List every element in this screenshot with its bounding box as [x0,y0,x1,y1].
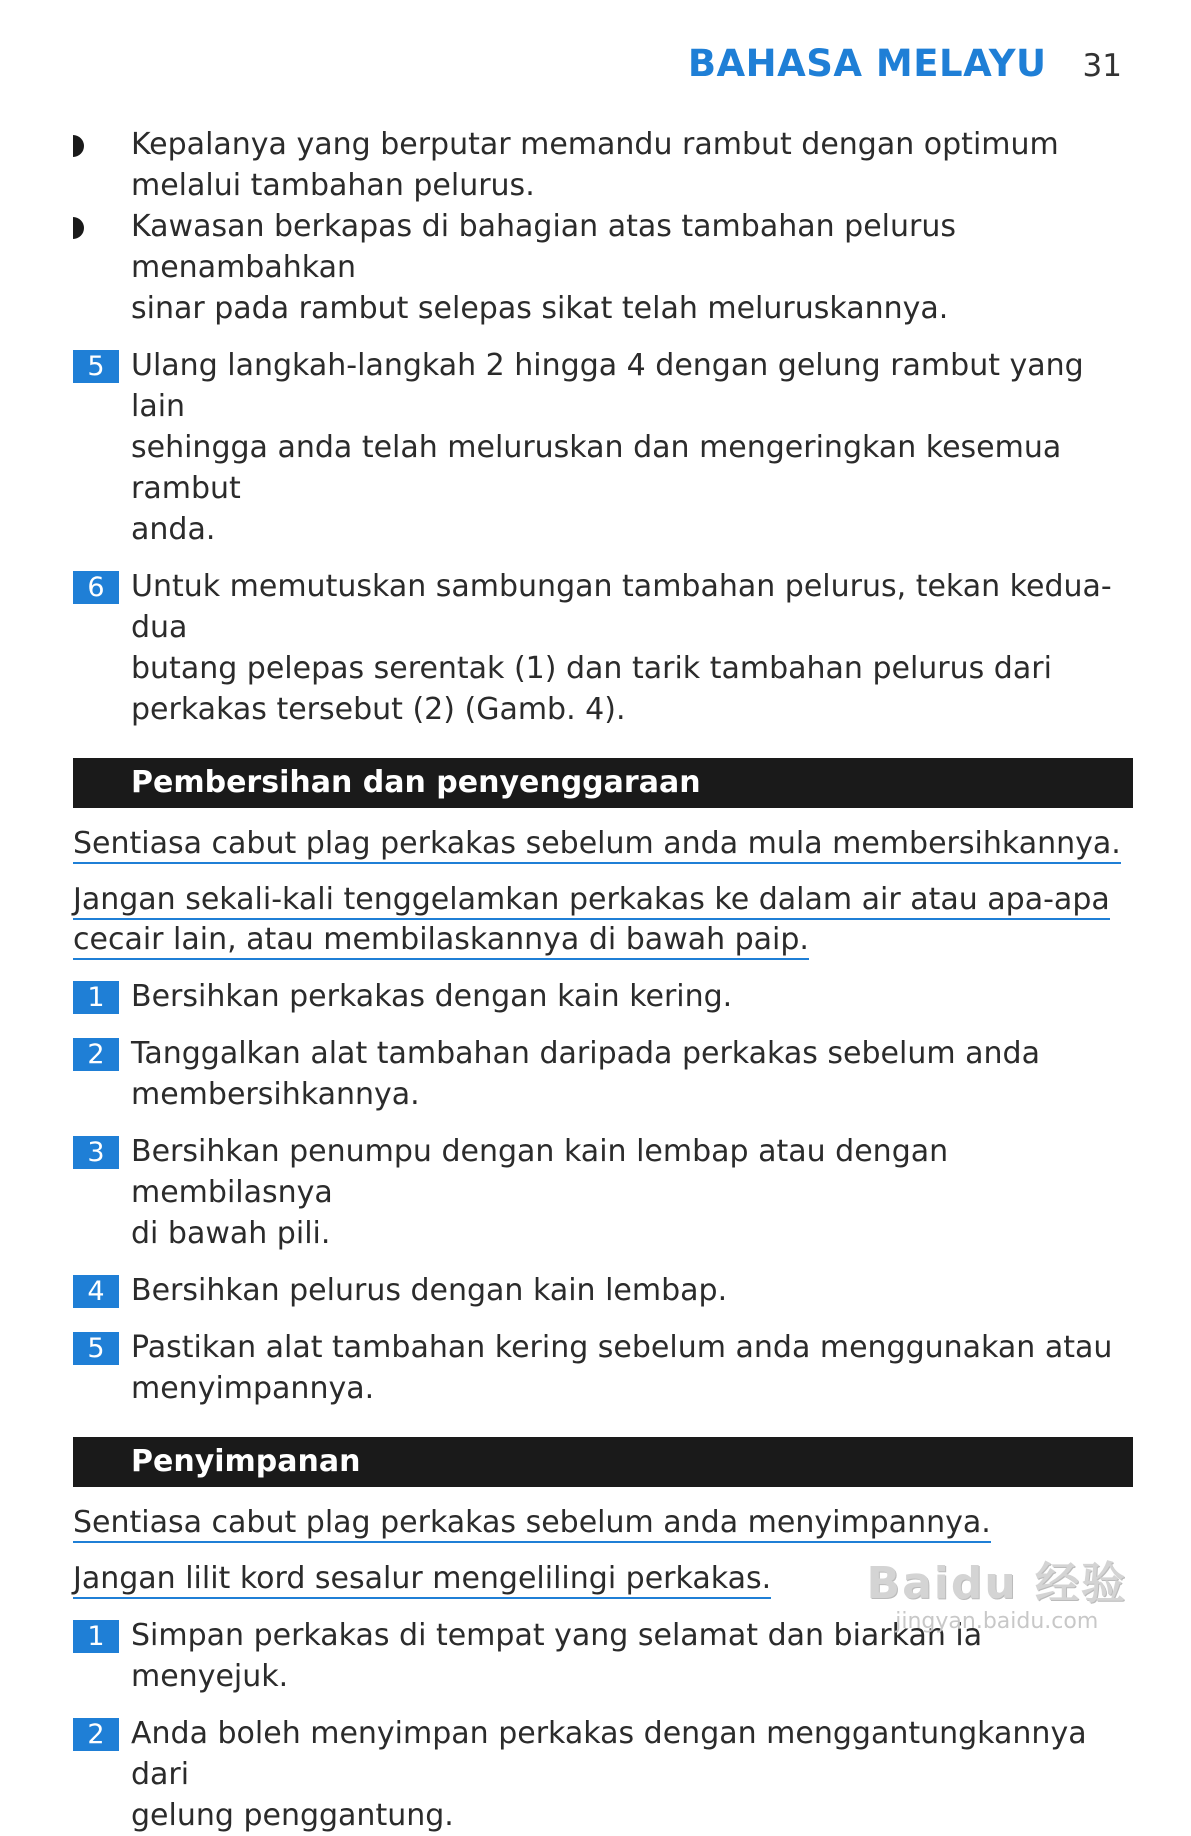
step-line: Ulang langkah-langkah 2 hingga 4 dengan gelung rambut yang lain [131,348,1084,424]
step-number-badge: 5 [73,350,119,383]
step-number-badge: 1 [73,1620,119,1653]
step-line: Bersihkan pelurus dengan kain lembap. [131,1273,728,1308]
section-heading-storage: Penyimpanan [73,1437,1133,1487]
warning-line: Jangan sekali-kali tenggelamkan perkakas ke dalam air atau apa-apa [73,882,1110,920]
bullet-line: Kepalanya yang berputar memandu rambut dengan optimum [131,127,1059,162]
step-line: Tanggalkan alat tambahan daripada perkakas sebelum anda [131,1036,1040,1071]
step-item [73,1713,1133,1836]
step-number-badge: 2 [73,1038,119,1071]
step-line: di bawah pili. [131,1216,331,1251]
warning-line: Sentiasa cabut plag perkakas sebelum anda mula membersihkannya. [73,826,1121,864]
step-line: anda. [131,512,216,547]
step-line: Simpan perkakas di tempat yang selamat dan biarkan ia menyejuk. [131,1618,983,1694]
page-number: 31 [1082,48,1122,84]
warning-line: Sentiasa cabut plag perkakas sebelum anda menyimpannya. [73,1505,991,1543]
page-header [688,42,1122,85]
warning-line: Jangan lilit kord sesalur mengelilingi perkakas. [73,1561,771,1599]
step-line: Bersihkan perkakas dengan kain kering. [131,979,733,1014]
language-title: BAHASA MELAYU [687,42,1047,85]
baidu-watermark [867,1547,1127,1634]
step-line: menyimpannya. [131,1371,375,1406]
right-half-circle-bullet-icon [73,217,85,239]
bullet-line: sinar pada rambut selepas sikat telah meluruskannya. [131,291,949,326]
bullet-line: melalui tambahan pelurus. [131,168,535,203]
step-number-badge: 6 [73,571,119,604]
right-half-circle-bullet-icon [73,135,85,157]
warning-line: cecair lain, atau membilaskannya di bawah paip. [73,922,809,960]
step-number-badge: 2 [73,1718,119,1751]
step-number-badge: 5 [73,1332,119,1365]
bullet-item [73,124,1133,206]
step-item [73,1327,1133,1409]
step-line: Bersihkan penumpu dengan kain lembap atau dengan membilasnya [131,1134,949,1210]
step-item [73,1033,1133,1115]
step-line: butang pelepas serentak (1) dan tarik tambahan pelurus dari [131,651,1052,686]
step-item [73,976,1133,1017]
bullet-item [73,206,1133,329]
warning-note [73,824,1133,864]
step-line: Untuk memutuskan sambungan tambahan pelurus, tekan kedua-dua [131,569,1112,645]
bullet-line: Kawasan berkapas di bahagian atas tambahan pelurus menambahkan [131,209,956,285]
step-number-badge: 3 [73,1136,119,1169]
step-item [73,1131,1133,1254]
step-line: perkakas tersebut (2) (Gamb. 4). [131,692,626,727]
step-number-badge: 4 [73,1275,119,1308]
step-line: membersihkannya. [131,1077,420,1112]
section-heading-cleaning: Pembersihan dan penyenggaraan [73,758,1133,808]
watermark-logo-text: Baidu 经验 [866,1558,1127,1609]
watermark-url: jingyan.baidu.com [895,1609,1099,1634]
step-line: sehingga anda telah meluruskan dan mengeringkan kesemua rambut [131,430,1062,506]
step-number-badge: 1 [73,981,119,1014]
step-item [73,345,1133,550]
warning-note [73,1503,1133,1543]
warning-note [73,880,1133,960]
step-line: Anda boleh menyimpan perkakas dengan menggantungkannya dari [131,1716,1087,1792]
step-line: gelung penggantung. [131,1798,454,1833]
step-item [73,566,1133,730]
step-line: Pastikan alat tambahan kering sebelum anda menggunakan atau [131,1330,1113,1365]
step-item [73,1270,1133,1311]
